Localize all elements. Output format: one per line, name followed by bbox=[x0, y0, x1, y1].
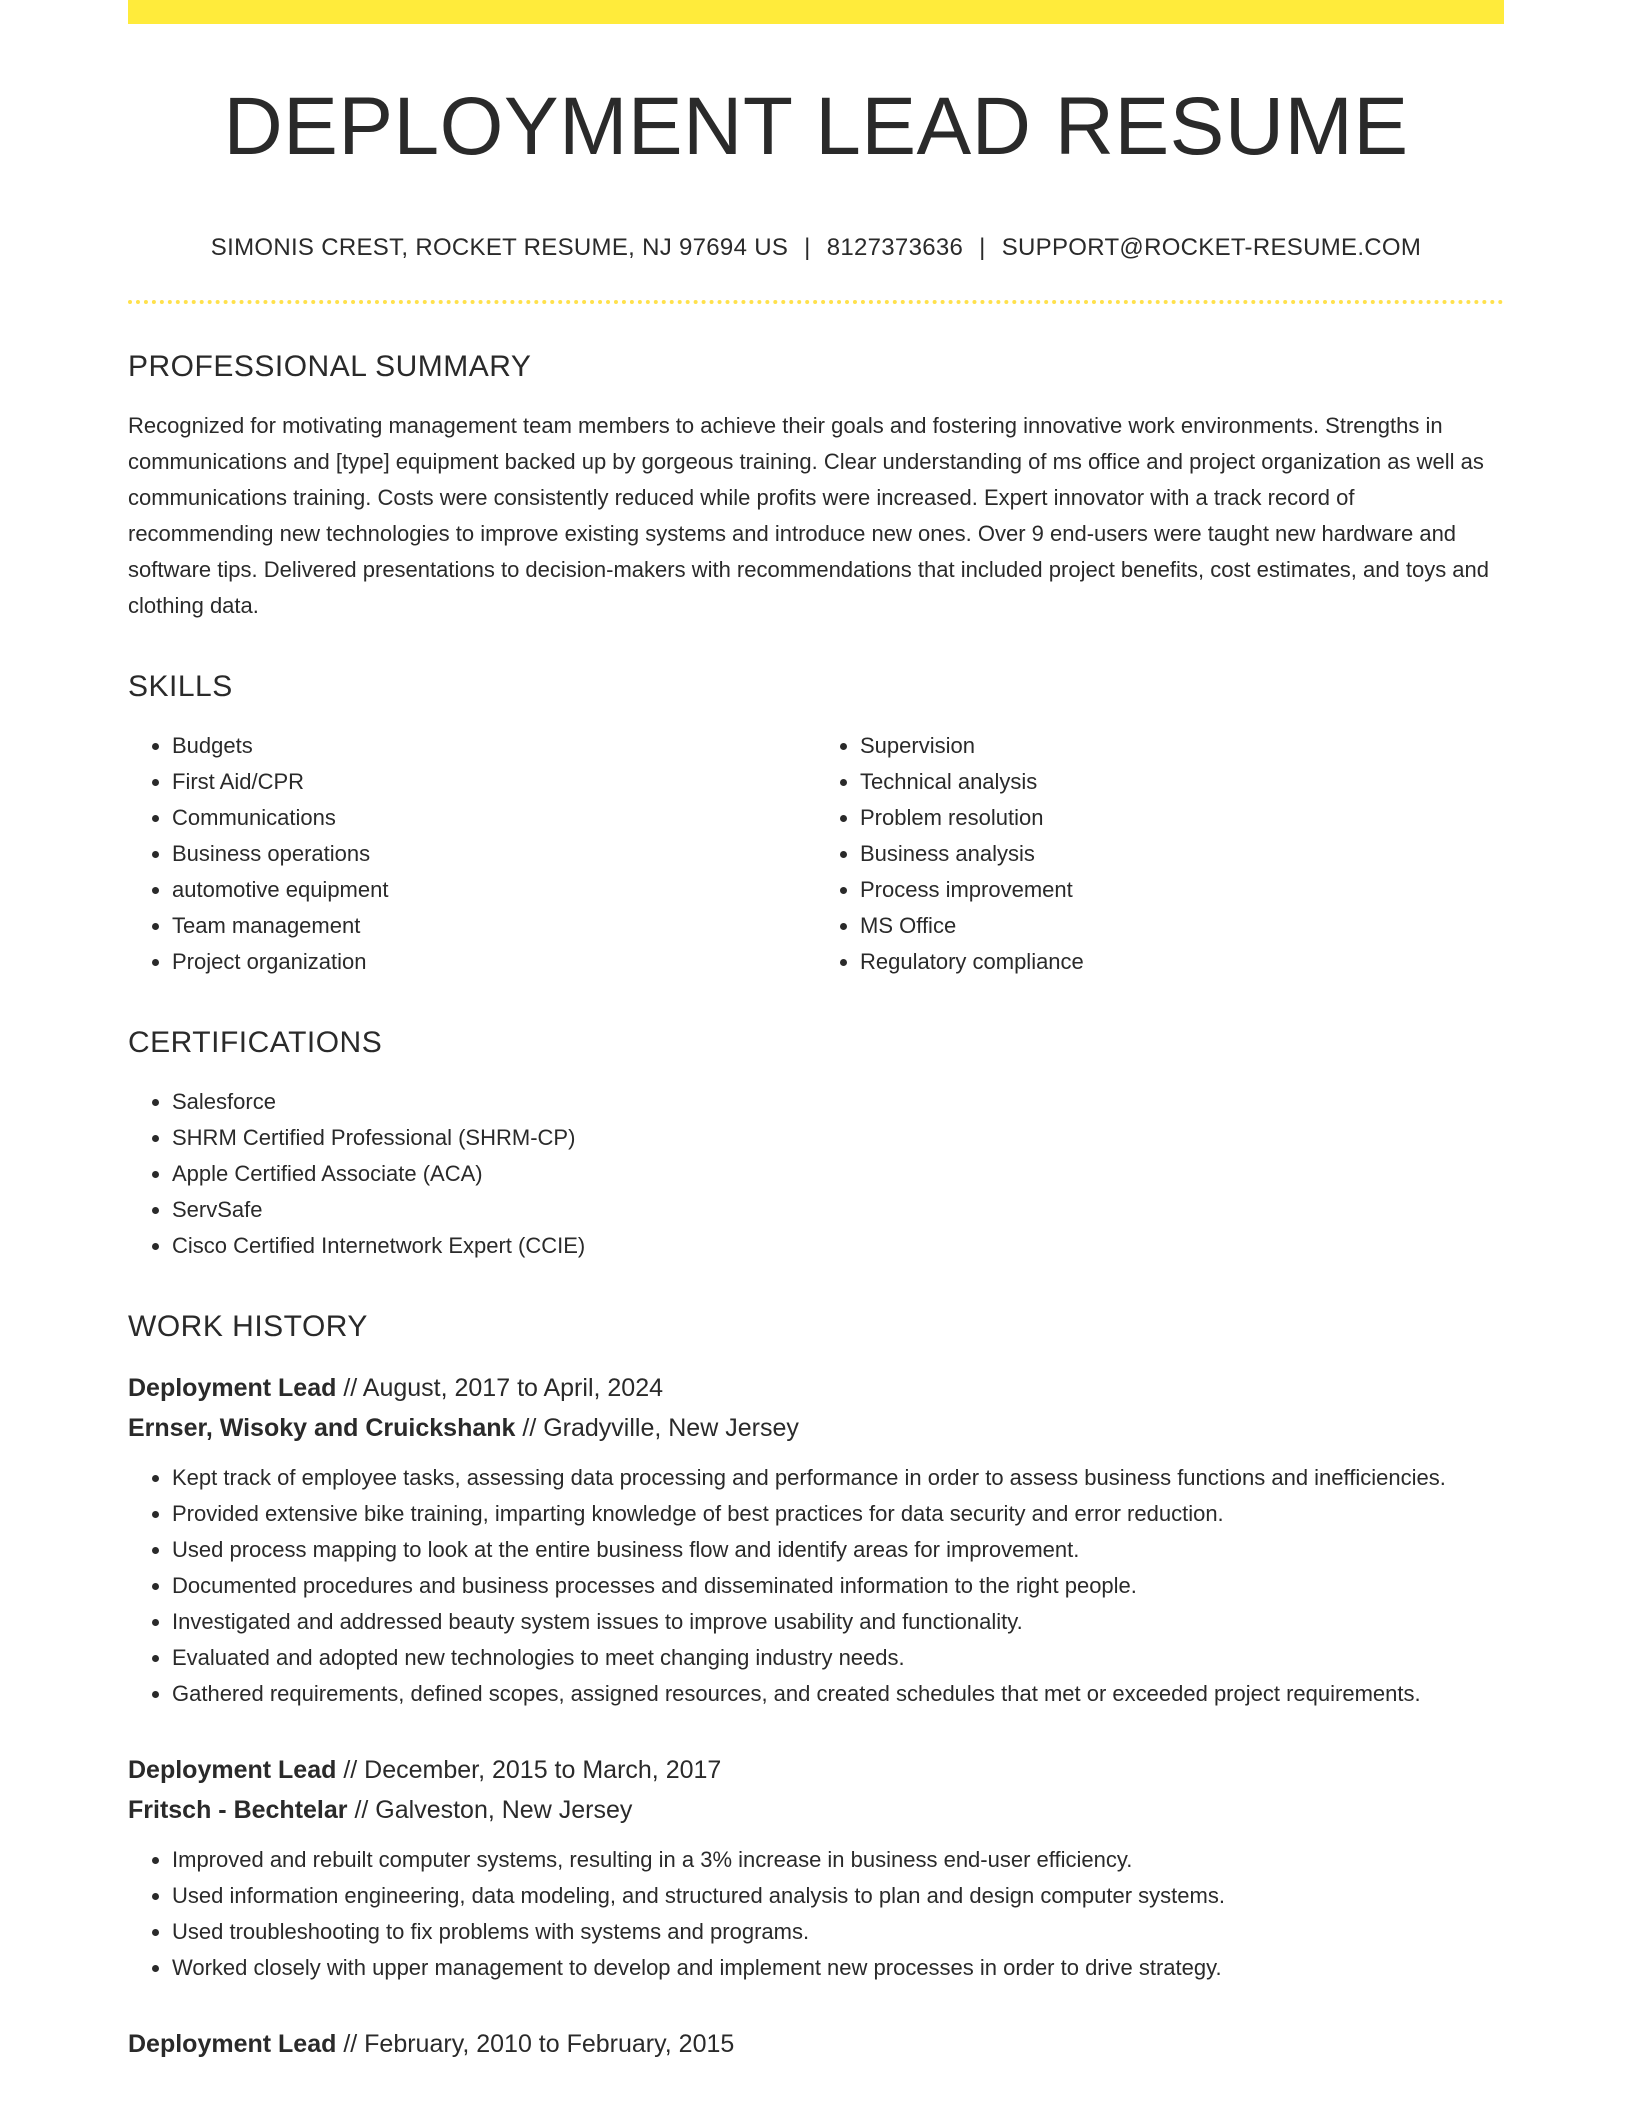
certifications-heading: CERTIFICATIONS bbox=[128, 1026, 383, 1060]
contact-separator: | bbox=[979, 234, 986, 262]
certification-item: • ServSafe bbox=[172, 1192, 1504, 1228]
certifications-section bbox=[128, 1026, 1504, 1264]
job-role: Deployment Lead bbox=[128, 2030, 337, 2059]
skill-item: • Technical analysis bbox=[860, 764, 1504, 800]
job-entry bbox=[128, 1368, 1504, 1712]
job-bullet: • Used information engineering, data modeling, and structured analysis to plan and design computer systems. bbox=[172, 1878, 1504, 1914]
job-bullet: • Kept track of employee tasks, assessing data processing and performance in order to assess business functions and inefficiencies. bbox=[172, 1460, 1504, 1496]
certifications-list bbox=[128, 1084, 1504, 1264]
job-role: Deployment Lead bbox=[128, 1756, 337, 1785]
summary-section bbox=[128, 350, 1504, 624]
job-bullets bbox=[128, 1460, 1504, 1712]
job-bullet: • Evaluated and adopted new technologies to meet changing industry needs. bbox=[172, 1640, 1504, 1676]
job-bullet: • Provided extensive bike training, imparting knowledge of best practices for data security and error reduction. bbox=[172, 1496, 1504, 1532]
skills-columns bbox=[128, 728, 1504, 980]
skill-item: • Problem resolution bbox=[860, 800, 1504, 836]
skill-item: • Regulatory compliance bbox=[860, 944, 1504, 980]
job-company: Ernser, Wisoky and Cruickshank bbox=[128, 1414, 516, 1443]
skill-item: • Project organization bbox=[172, 944, 816, 980]
resume-title: DEPLOYMENT LEAD RESUME bbox=[223, 81, 1409, 172]
job-bullets bbox=[128, 1842, 1504, 1986]
job-bullet: • Documented procedures and business processes and disseminated information to the right people. bbox=[172, 1568, 1504, 1604]
accent-bar bbox=[128, 0, 1504, 24]
resume-page bbox=[128, 0, 1504, 2102]
skills-section bbox=[128, 670, 1504, 980]
job-dates: // February, 2010 to February, 2015 bbox=[336, 2030, 735, 2059]
contact-separator: | bbox=[804, 234, 811, 262]
job-bullet: • Investigated and addressed beauty system issues to improve usability and functionality. bbox=[172, 1604, 1504, 1640]
skills-heading: SKILLS bbox=[128, 670, 233, 704]
skill-item: • MS Office bbox=[860, 908, 1504, 944]
skill-item: • Communications bbox=[172, 800, 816, 836]
job-bullet: • Worked closely with upper management to develop and implement new processes in order to drive strategy. bbox=[172, 1950, 1504, 1986]
job-bullet: • Used process mapping to look at the entire business flow and identify areas for improvement. bbox=[172, 1532, 1504, 1568]
summary-text: Recognized for motivating management team members to achieve their goals and fostering innovative work environments. Strengths in communications and [type] equipment backed up by gorgeous training. Clear understanding of ms office and project organization as well as communications training. Costs were consistently reduced while profits were increased. Expert innovator with a track record of recommending new technologies to improve existing systems and introduce new ones. Over 9 end-users were taught new hardware and software tips. Delivered presentations to decision-makers with recommendations that included project benefits, cost estimates, and toys and clothing data. bbox=[128, 413, 1490, 619]
certification-item: • Cisco Certified Internetwork Expert (CCIE) bbox=[172, 1228, 1504, 1264]
skills-list-left bbox=[128, 728, 816, 980]
job-role-line bbox=[128, 2024, 1504, 2064]
job-location: // Gradyville, New Jersey bbox=[515, 1414, 799, 1443]
job-bullet: • Improved and rebuilt computer systems, resulting in a 3% increase in business end-user efficiency. bbox=[172, 1842, 1504, 1878]
job-company-line bbox=[128, 1790, 1504, 1830]
skill-item: • Supervision bbox=[860, 728, 1504, 764]
certification-item: • Salesforce bbox=[172, 1084, 1504, 1120]
skills-list-right bbox=[816, 728, 1504, 980]
job-company: Fritsch - Bechtelar bbox=[128, 1796, 348, 1825]
skill-item: • Business operations bbox=[172, 836, 816, 872]
job-location: // Galveston, New Jersey bbox=[347, 1796, 633, 1825]
skill-item: • Business analysis bbox=[860, 836, 1504, 872]
job-role-line bbox=[128, 1750, 1504, 1790]
job-bullet: • Gathered requirements, defined scopes, assigned resources, and created schedules that met or exceeded project requirements. bbox=[172, 1676, 1504, 1712]
skill-item: • Process improvement bbox=[860, 872, 1504, 908]
work-history-section bbox=[128, 1310, 1504, 2064]
contact-line bbox=[128, 234, 1504, 262]
skill-item: • automotive equipment bbox=[172, 872, 816, 908]
job-role: Deployment Lead bbox=[128, 1374, 337, 1403]
job-bullet: • Used troubleshooting to fix problems with systems and programs. bbox=[172, 1914, 1504, 1950]
job-entry bbox=[128, 2024, 1504, 2064]
contact-email: SUPPORT@ROCKET-RESUME.COM bbox=[1001, 234, 1422, 262]
job-role-line bbox=[128, 1368, 1504, 1408]
skill-item: • First Aid/CPR bbox=[172, 764, 816, 800]
certification-item: • Apple Certified Associate (ACA) bbox=[172, 1156, 1504, 1192]
summary-heading: PROFESSIONAL SUMMARY bbox=[128, 350, 532, 384]
certification-item: • SHRM Certified Professional (SHRM-CP) bbox=[172, 1120, 1504, 1156]
job-dates: // December, 2015 to March, 2017 bbox=[336, 1756, 722, 1785]
skill-item: • Team management bbox=[172, 908, 816, 944]
job-company-line bbox=[128, 1408, 1504, 1448]
contact-address: SIMONIS CREST, ROCKET RESUME, NJ 97694 US bbox=[210, 234, 789, 262]
dotted-divider bbox=[128, 300, 1504, 304]
job-dates: // August, 2017 to April, 2024 bbox=[336, 1374, 663, 1403]
work-history-heading: WORK HISTORY bbox=[128, 1310, 368, 1344]
job-entry bbox=[128, 1750, 1504, 1986]
contact-phone: 8127373636 bbox=[826, 234, 964, 262]
skill-item: • Budgets bbox=[172, 728, 816, 764]
